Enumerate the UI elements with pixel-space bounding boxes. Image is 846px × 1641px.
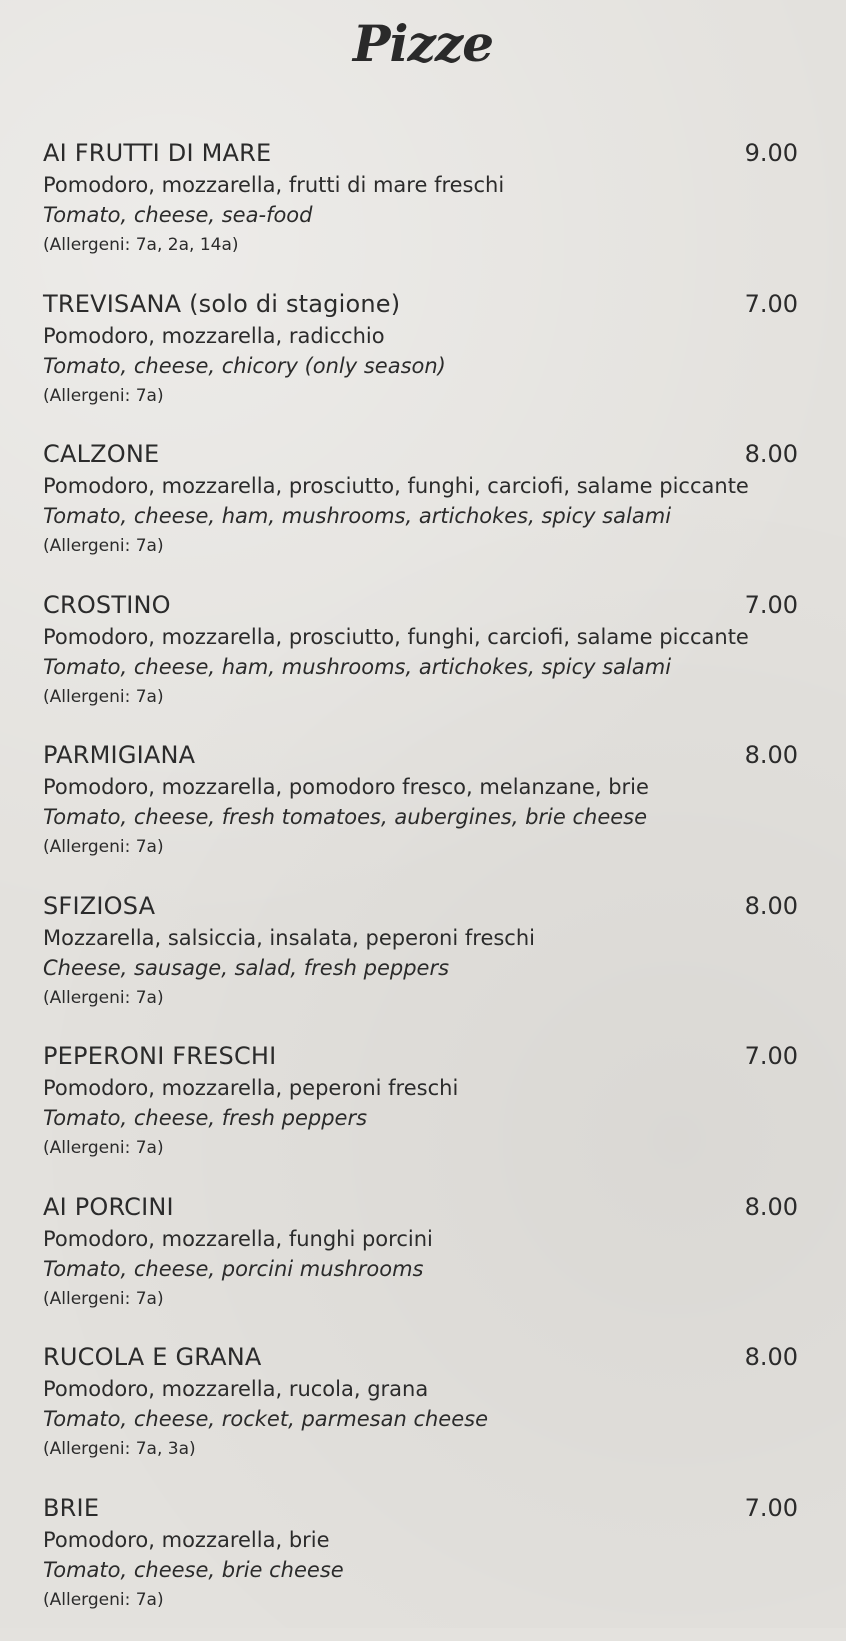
item-allergens: (Allergeni: 7a): [43, 682, 798, 712]
item-header: [43, 1190, 798, 1224]
item-allergens: (Allergeni: 7a): [43, 531, 798, 561]
item-name: CROSTINO: [43, 588, 171, 622]
item-price: 9.00: [745, 136, 798, 170]
item-name: PEPERONI FRESCHI: [43, 1039, 276, 1073]
item-header: [43, 1491, 798, 1525]
menu-item: [43, 437, 798, 588]
item-name: BRIE: [43, 1491, 99, 1525]
menu-list: [43, 136, 798, 1641]
item-ingredients-english: Tomato, cheese, rocket, parmesan cheese: [43, 1404, 798, 1434]
item-ingredients-italian: Pomodoro, mozzarella, pomodoro fresco, melanzane, brie: [43, 772, 798, 802]
menu-item: [43, 1340, 798, 1491]
item-allergens: (Allergeni: 7a, 2a, 14a): [43, 230, 798, 260]
item-ingredients-italian: Pomodoro, mozzarella, rucola, grana: [43, 1374, 798, 1404]
item-ingredients-english: Tomato, cheese, brie cheese: [43, 1555, 798, 1585]
item-ingredients-english: Tomato, cheese, ham, mushrooms, artichokes, spicy salami: [43, 652, 798, 682]
item-header: [43, 889, 798, 923]
menu-item: [43, 738, 798, 889]
item-price: 8.00: [745, 1190, 798, 1224]
item-header: [43, 588, 798, 622]
item-ingredients-italian: Pomodoro, mozzarella, prosciutto, funghi, carciofi, salame piccante: [43, 622, 798, 652]
item-ingredients-italian: Pomodoro, mozzarella, peperoni freschi: [43, 1073, 798, 1103]
item-header: [43, 136, 798, 170]
item-ingredients-english: Tomato, cheese, fresh peppers: [43, 1103, 798, 1133]
item-name: TREVISANA (solo di stagione): [43, 287, 400, 321]
menu-item: [43, 1039, 798, 1190]
item-price: 7.00: [745, 588, 798, 622]
item-allergens: (Allergeni: 7a): [43, 983, 798, 1013]
item-ingredients-english: Tomato, cheese, fresh tomatoes, aubergines, brie cheese: [43, 802, 798, 832]
item-header: [43, 287, 798, 321]
item-ingredients-italian: Pomodoro, mozzarella, brie: [43, 1525, 798, 1555]
menu-item: [43, 287, 798, 438]
item-ingredients-english: Tomato, cheese, ham, mushrooms, artichokes, spicy salami: [43, 501, 798, 531]
item-price: 7.00: [745, 287, 798, 321]
item-price: 8.00: [745, 889, 798, 923]
item-name: PARMIGIANA: [43, 738, 195, 772]
item-allergens: (Allergeni: 7a): [43, 1585, 798, 1615]
item-allergens: (Allergeni: 7a): [43, 1284, 798, 1314]
item-allergens: (Allergeni: 7a): [43, 381, 798, 411]
item-ingredients-italian: Pomodoro, mozzarella, funghi porcini: [43, 1224, 798, 1254]
item-allergens: (Allergeni: 7a): [43, 832, 798, 862]
menu-item: [43, 889, 798, 1040]
item-ingredients-italian: Pomodoro, mozzarella, prosciutto, funghi, carciofi, salame piccante: [43, 471, 798, 501]
item-ingredients-italian: Pomodoro, mozzarella, radicchio: [43, 321, 798, 351]
item-allergens: (Allergeni: 7a, 3a): [43, 1434, 798, 1464]
item-allergens: (Allergeni: 7a): [43, 1133, 798, 1163]
item-name: SFIZIOSA: [43, 889, 155, 923]
item-header: [43, 738, 798, 772]
item-ingredients-italian: Pomodoro, mozzarella, frutti di mare freschi: [43, 170, 798, 200]
item-name: CALZONE: [43, 437, 159, 471]
item-name: AI FRUTTI DI MARE: [43, 136, 271, 170]
item-ingredients-english: Tomato, cheese, sea-food: [43, 200, 798, 230]
item-ingredients-english: Tomato, cheese, chicory (only season): [43, 351, 798, 381]
item-header: [43, 1039, 798, 1073]
item-price: 8.00: [745, 1340, 798, 1374]
menu-item: [43, 136, 798, 287]
item-price: 8.00: [745, 738, 798, 772]
item-name: AI PORCINI: [43, 1190, 174, 1224]
page-title: Pizze: [0, 14, 846, 73]
item-header: [43, 437, 798, 471]
item-header: [43, 1340, 798, 1374]
item-ingredients-english: Cheese, sausage, salad, fresh peppers: [43, 953, 798, 983]
item-price: 7.00: [745, 1039, 798, 1073]
item-ingredients-italian: Mozzarella, salsiccia, insalata, peperoni freschi: [43, 923, 798, 953]
item-ingredients-english: Tomato, cheese, porcini mushrooms: [43, 1254, 798, 1284]
menu-item: [43, 1491, 798, 1641]
item-price: 8.00: [745, 437, 798, 471]
menu-item: [43, 1190, 798, 1341]
item-price: 7.00: [745, 1491, 798, 1525]
menu-item: [43, 588, 798, 739]
item-name: RUCOLA E GRANA: [43, 1340, 262, 1374]
